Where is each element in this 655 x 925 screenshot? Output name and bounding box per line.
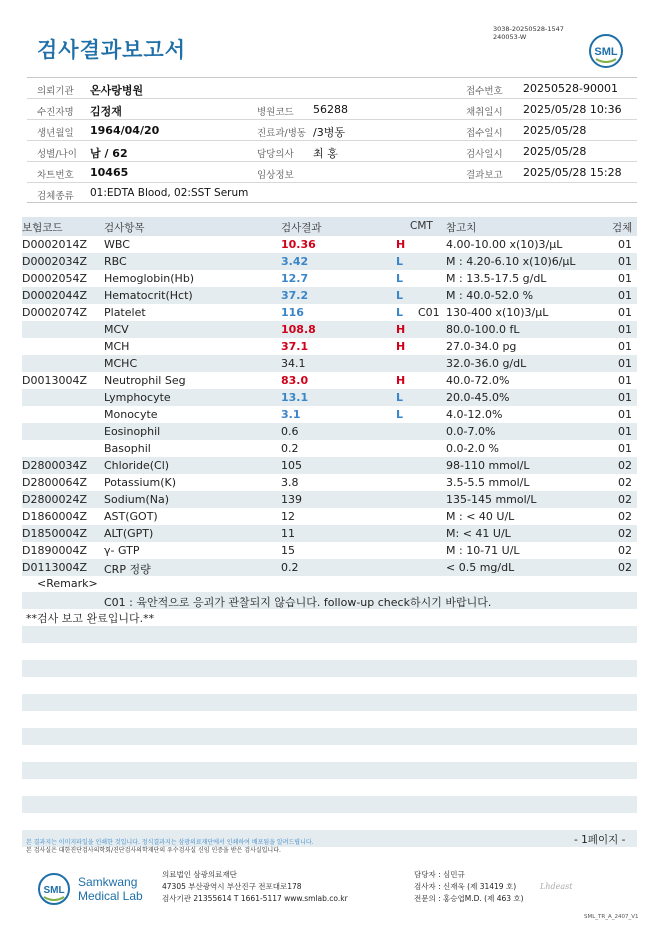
report-date-label: 결과보고 xyxy=(466,170,503,181)
cmt-cell: C01 xyxy=(418,306,440,319)
table-row xyxy=(22,321,637,338)
specimen-cell: 01 xyxy=(618,238,632,251)
staff-line-3: 전문의 : 홍승엽M.D. (제 463 호) xyxy=(414,894,524,903)
item-cell: Chloride(Cl) xyxy=(104,459,170,472)
sml-logo-icon xyxy=(588,33,624,69)
doctor-label: 담당의사 xyxy=(257,149,294,160)
report-code-line2: 240053-W xyxy=(493,33,527,41)
flag-cell: L xyxy=(396,306,404,319)
document-id: SML_TR_A_2407_V1 xyxy=(584,914,639,920)
ref-cell: 32.0-36.0 g/dL xyxy=(446,357,527,370)
col-cmt-header: CMT xyxy=(410,220,433,232)
report-complete-text: **검사 보고 완료입니다.** xyxy=(26,612,155,625)
item-cell: γ- GTP xyxy=(104,544,140,557)
table-row xyxy=(22,304,637,321)
blank-band xyxy=(22,728,637,745)
test-date-label: 검사일시 xyxy=(466,149,503,160)
table-row xyxy=(22,542,637,559)
code-cell: D0002014Z xyxy=(22,238,87,251)
ref-cell: 4.0-12.0% xyxy=(446,408,503,421)
ref-cell: 3.5-5.5 mmol/L xyxy=(446,476,530,489)
result-cell: 3.42 xyxy=(281,255,309,268)
result-cell: 0.2 xyxy=(281,442,299,455)
code-cell: D2800034Z xyxy=(22,459,87,472)
specimen-cell: 01 xyxy=(618,357,632,370)
notice-line-1: 본 결과지는 이미지파일을 인쇄한 것입니다. 정식결과지는 삼광의료재단에서 인쇄하여 배포됨을 알려드립니다. xyxy=(26,839,314,846)
result-cell: 10.36 xyxy=(281,238,316,251)
table-row xyxy=(22,338,637,355)
item-cell: MCHC xyxy=(104,357,138,370)
code-cell: D1890004Z xyxy=(22,544,87,557)
blank-band xyxy=(22,660,637,677)
flag-cell: H xyxy=(396,374,406,387)
flag-cell: H xyxy=(396,238,406,251)
ref-cell: M : 10-71 U/L xyxy=(446,544,520,557)
result-cell: 34.1 xyxy=(281,357,306,370)
item-cell: MCH xyxy=(104,340,130,353)
item-cell: MCV xyxy=(104,323,129,336)
item-cell: Lymphocyte xyxy=(104,391,171,404)
flag-cell: H xyxy=(396,323,406,336)
table-row xyxy=(22,440,637,457)
specimen-cell: 02 xyxy=(618,561,632,574)
ref-cell: 40.0-72.0% xyxy=(446,374,510,387)
result-cell: 12 xyxy=(281,510,295,523)
table-row xyxy=(22,474,637,491)
item-cell: Hemoglobin(Hb) xyxy=(104,272,195,285)
ref-cell: M: < 41 U/L xyxy=(446,527,511,540)
code-cell: D0002034Z xyxy=(22,255,87,268)
blank-band xyxy=(22,626,637,643)
table-row xyxy=(22,525,637,542)
ref-cell: 4.00-10.00 x(10)3/μL xyxy=(446,238,563,251)
item-cell: Sodium(Na) xyxy=(104,493,169,506)
ref-cell: 20.0-45.0% xyxy=(446,391,510,404)
info-row-3 xyxy=(27,120,637,141)
result-cell: 83.0 xyxy=(281,374,309,387)
ref-cell: 130-400 x(10)3/μL xyxy=(446,306,549,319)
item-cell: Basophil xyxy=(104,442,151,455)
col-spec-header: 검체 xyxy=(612,222,633,234)
blank-band xyxy=(22,796,637,813)
table-row xyxy=(22,457,637,474)
result-cell: 37.2 xyxy=(281,289,309,302)
test-date-value: 2025/05/28 xyxy=(523,145,587,158)
report-code-line1: 3038-20250528-1547 xyxy=(493,25,564,33)
result-cell: 108.8 xyxy=(281,323,316,336)
ref-cell: 80.0-100.0 fL xyxy=(446,323,520,336)
specimen-cell: 01 xyxy=(618,442,632,455)
receipt-no-value: 20250528-90001 xyxy=(523,82,618,95)
item-cell: Neutrophil Seg xyxy=(104,374,186,387)
sex-age-value: 남 / 62 xyxy=(90,147,128,160)
code-cell: D0002054Z xyxy=(22,272,87,285)
result-cell: 13.1 xyxy=(281,391,309,404)
result-cell: 105 xyxy=(281,459,302,472)
specimen-cell: 02 xyxy=(618,510,632,523)
receipt-date-label: 접수일시 xyxy=(466,128,503,139)
hospital-code-value: 56288 xyxy=(313,103,348,116)
remark-label: <Remark> xyxy=(37,577,98,590)
item-cell: Monocyte xyxy=(104,408,158,421)
specimen-cell: 02 xyxy=(618,476,632,489)
item-cell: Hematocrit(Hct) xyxy=(104,289,193,302)
ref-cell: 135-145 mmol/L xyxy=(446,493,537,506)
code-cell: D0002044Z xyxy=(22,289,87,302)
ref-cell: < 0.5 mg/dL xyxy=(446,561,515,574)
flag-cell: L xyxy=(396,408,404,421)
result-cell: 139 xyxy=(281,493,302,506)
header-divider-bottom xyxy=(27,202,637,203)
col-result-header: 검사결과 xyxy=(281,222,322,234)
code-cell: D0013004Z xyxy=(22,374,87,387)
item-cell: Platelet xyxy=(104,306,146,319)
result-cell: 11 xyxy=(281,527,295,540)
result-cell: 37.1 xyxy=(281,340,309,353)
col-code-header: 보험코드 xyxy=(22,222,63,234)
specimen-cell: 01 xyxy=(618,323,632,336)
flag-cell: L xyxy=(396,391,404,404)
ref-cell: M : < 40 U/L xyxy=(446,510,515,523)
code-cell: D0113004Z xyxy=(22,561,87,574)
remark-row xyxy=(22,592,637,609)
patient-label: 수진자명 xyxy=(37,107,74,118)
ref-cell: 0.0-7.0% xyxy=(446,425,496,438)
item-cell: Eosinophil xyxy=(104,425,161,438)
staff-line-1: 담당자 : 심민규 xyxy=(414,870,465,879)
institution-value: 온사랑병원 xyxy=(90,84,144,97)
sml-footer-logo-icon xyxy=(37,872,71,906)
brand-line-1: Samkwang xyxy=(78,875,138,889)
info-row-4 xyxy=(27,141,637,162)
table-row xyxy=(22,559,637,576)
specimen-cell: 01 xyxy=(618,425,632,438)
specimen-cell: 01 xyxy=(618,340,632,353)
brand-name xyxy=(78,875,143,903)
result-cell: 0.6 xyxy=(281,425,299,438)
specimen-value: 01:EDTA Blood, 02:SST Serum xyxy=(90,187,249,199)
sex-age-label: 성별/나이 xyxy=(37,149,77,160)
remark-text: C01 : 육안적으로 응괴가 관찰되지 않습니다. follow-up check하시기 바랍니다. xyxy=(104,596,492,609)
brand-line-2: Medical Lab xyxy=(78,889,143,903)
doctor-value: 최 홍 xyxy=(313,147,338,160)
report-date-value: 2025/05/28 15:28 xyxy=(523,166,622,179)
receipt-date-value: 2025/05/28 xyxy=(523,124,587,137)
lab-staff xyxy=(414,869,524,905)
table-row xyxy=(22,423,637,440)
footer-notice xyxy=(26,839,314,855)
flag-cell: L xyxy=(396,289,404,302)
table-row xyxy=(22,406,637,423)
address-line-2: 47305 부산광역시 부산진구 전포대로178 xyxy=(162,882,302,891)
table-row xyxy=(22,253,637,270)
table-row xyxy=(22,508,637,525)
notice-line-2: 본 검사실은 대한진단검사의학회/진단검사의학재단의 우수검사실 신임 인증을 받은 검사실입니다. xyxy=(26,847,281,854)
blank-band xyxy=(22,762,637,779)
result-cell: 116 xyxy=(281,306,304,319)
flag-cell: L xyxy=(396,255,404,268)
code-cell: D0002074Z xyxy=(22,306,87,319)
specimen-cell: 02 xyxy=(618,527,632,540)
item-cell: AST(GOT) xyxy=(104,510,158,523)
result-cell: 15 xyxy=(281,544,295,557)
hospital-code-label: 병원코드 xyxy=(257,107,294,118)
specimen-cell: 01 xyxy=(618,306,632,319)
birth-value: 1964/04/20 xyxy=(90,124,160,137)
table-row xyxy=(22,287,637,304)
table-row xyxy=(22,236,637,253)
specimen-cell: 01 xyxy=(618,255,632,268)
result-cell: 12.7 xyxy=(281,272,309,285)
signature: Lhdeast xyxy=(540,882,573,891)
item-cell: RBC xyxy=(104,255,127,268)
table-row xyxy=(22,372,637,389)
dept-label: 진료과/병동 xyxy=(257,128,307,139)
info-row-1 xyxy=(27,78,637,99)
collect-date-label: 채취일시 xyxy=(466,107,503,118)
code-cell: D1850004Z xyxy=(22,527,87,540)
patient-value: 김정재 xyxy=(90,105,122,118)
specimen-cell: 02 xyxy=(618,544,632,557)
flag-cell: H xyxy=(396,340,406,353)
code-cell: D1860004Z xyxy=(22,510,87,523)
code-cell: D2800064Z xyxy=(22,476,87,489)
col-item-header: 검사항목 xyxy=(104,222,145,234)
page-number: - 1페이지 - xyxy=(574,834,626,846)
ref-cell: 98-110 mmol/L xyxy=(446,459,530,472)
table-row xyxy=(22,270,637,287)
chart-no-value: 10465 xyxy=(90,166,129,179)
specimen-cell: 01 xyxy=(618,374,632,387)
table-row xyxy=(22,491,637,508)
specimen-cell: 01 xyxy=(618,391,632,404)
institution-label: 의뢰기관 xyxy=(37,86,74,97)
result-cell: 0.2 xyxy=(281,561,299,574)
info-row-5 xyxy=(27,162,637,183)
result-cell: 3.8 xyxy=(281,476,299,489)
ref-cell: M : 4.20-6.10 x(10)6/μL xyxy=(446,255,576,268)
address-line-1: 의료법인 삼광의료재단 xyxy=(162,870,237,879)
specimen-cell: 01 xyxy=(618,289,632,302)
ref-cell: 0.0-2.0 % xyxy=(446,442,499,455)
ref-cell: 27.0-34.0 pg xyxy=(446,340,517,353)
report-title: 검사결과보고서 xyxy=(37,38,187,62)
specimen-cell: 02 xyxy=(618,493,632,506)
item-cell: WBC xyxy=(104,238,130,251)
birth-label: 생년월일 xyxy=(37,128,74,139)
item-cell: Potassium(K) xyxy=(104,476,177,489)
col-ref-header: 참고치 xyxy=(446,222,477,234)
info-row-6 xyxy=(27,183,637,204)
receipt-no-label: 접수번호 xyxy=(466,86,503,97)
specimen-label: 검체종류 xyxy=(37,191,74,202)
report-code xyxy=(493,25,564,41)
specimen-cell: 02 xyxy=(618,459,632,472)
specimen-cell: 01 xyxy=(618,408,632,421)
specimen-cell: 01 xyxy=(618,272,632,285)
table-header xyxy=(22,217,637,236)
table-row xyxy=(22,355,637,372)
code-cell: D2800024Z xyxy=(22,493,87,506)
dept-value: /3병동 xyxy=(313,126,345,139)
table-row xyxy=(22,389,637,406)
footer-logo-text: SML xyxy=(43,885,65,896)
logo-text: SML xyxy=(594,46,618,58)
item-cell: CRP 정량 xyxy=(104,563,151,576)
blank-band xyxy=(22,694,637,711)
chart-no-label: 차트번호 xyxy=(37,170,74,181)
collect-date-value: 2025/05/28 10:36 xyxy=(523,103,622,116)
item-cell: ALT(GPT) xyxy=(104,527,154,540)
ref-cell: M : 40.0-52.0 % xyxy=(446,289,534,302)
clinical-label: 임상정보 xyxy=(257,170,294,181)
info-row-2 xyxy=(27,99,637,120)
lab-address xyxy=(162,869,348,905)
address-line-3: 검사기관 21355614 T 1661-5117 www.smlab.co.kr xyxy=(162,894,348,903)
flag-cell: L xyxy=(396,272,404,285)
staff-line-2: 검사자 : 신재욱 (제 31419 호) xyxy=(414,882,517,891)
ref-cell: M : 13.5-17.5 g/dL xyxy=(446,272,547,285)
result-cell: 3.1 xyxy=(281,408,301,421)
